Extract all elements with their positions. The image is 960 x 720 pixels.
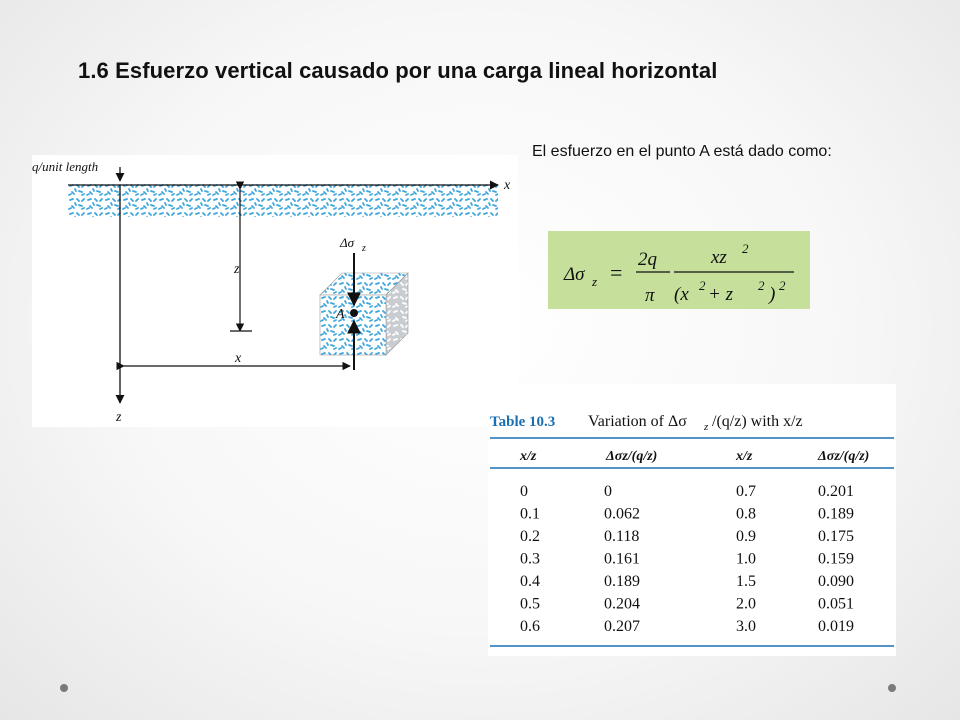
x-axis-label: x: [504, 178, 511, 193]
table-header-cell: x/z: [736, 449, 753, 464]
load-label: q/unit length: [32, 159, 99, 174]
table-caption-tail: /(q/z) with x/z: [712, 413, 803, 430]
formula-frac2-den-sup3: 2: [779, 278, 786, 293]
formula-frac2-den-open: (x: [674, 284, 689, 305]
nav-dot-right: [888, 684, 896, 692]
formula-frac2-den-sup2: 2: [758, 278, 765, 293]
table-cell: 0.019: [818, 618, 854, 635]
table-header-cell: Δσz/(q/z): [606, 449, 658, 464]
table-cell: 0.201: [818, 483, 854, 500]
z-dimension-label: z: [234, 262, 240, 277]
formula-frac1-den: π: [645, 285, 655, 306]
formula-frac2-den-mid: + z: [708, 284, 733, 305]
table-cell: 0.189: [818, 505, 854, 523]
table-cell: 0.189: [604, 573, 640, 590]
slide-title: 1.6 Esfuerzo vertical causado por una carga lineal horizontal: [78, 58, 718, 83]
formula-lhs-sub: z: [592, 274, 598, 289]
formula-equals: =: [610, 260, 623, 285]
formula-frac2-den-sup1: 2: [699, 278, 706, 293]
table-cell: 2.0: [736, 595, 756, 613]
x-dimension-label: x: [235, 351, 242, 366]
table-cell: 0.062: [604, 505, 640, 523]
soil-strip: [68, 183, 498, 217]
table-header-cell: Δσz/(q/z): [818, 449, 870, 464]
formula-lhs: Δσ: [564, 264, 585, 285]
table-cell: 0: [520, 483, 528, 500]
formula-frac2-num: xz: [711, 247, 727, 268]
table-cell: 0.090: [818, 573, 854, 590]
point-a-marker: [350, 309, 358, 317]
table-cell: 0.204: [604, 595, 640, 613]
table-cell: 0.3: [520, 550, 540, 568]
table-caption-number: Table 10.3: [490, 414, 556, 430]
line-load-figure: [32, 155, 518, 427]
table-cell: 1.5: [736, 573, 756, 590]
table-caption-text: Variation of Δσ: [588, 413, 687, 430]
table-cell: 0.161: [604, 550, 640, 568]
stress-label-sub: z: [362, 243, 366, 254]
table-cell: 0.2: [520, 528, 540, 545]
table-cell: 0.4: [520, 573, 540, 590]
table-cell: 0: [604, 483, 612, 500]
table-cell: 0.9: [736, 528, 756, 545]
table-cell: 1.0: [736, 550, 756, 568]
table-cell: 0.7: [736, 483, 756, 500]
table-header-cell: x/z: [520, 449, 537, 464]
stress-variation-table: [488, 384, 896, 656]
table-cell: 0.5: [520, 595, 540, 613]
table-cell: 0.1: [520, 505, 540, 523]
stress-table-graphic: [488, 384, 896, 656]
table-cell: 0.8: [736, 505, 756, 523]
point-a-label: A: [336, 307, 345, 322]
formula-box: [548, 231, 810, 309]
line-load-diagram: [32, 155, 518, 427]
table-cell: 0.159: [818, 550, 854, 568]
table-cell: 0.118: [604, 528, 640, 545]
formula-frac2-num-sup: 2: [742, 241, 749, 256]
formula-frac1-num: 2q: [638, 249, 657, 270]
formula-intro-text: El esfuerzo en el punto A está dado como:: [532, 143, 832, 160]
table-cell: 0.175: [818, 528, 854, 545]
table-cell: 0.051: [818, 595, 854, 613]
table-caption-sub: z: [704, 421, 709, 433]
nav-dot-left: [60, 684, 68, 692]
table-cell: 3.0: [736, 618, 756, 635]
table-cell: 0.207: [604, 618, 640, 635]
table-cell: 0.6: [520, 618, 540, 635]
stress-label: Δσ: [340, 235, 355, 250]
stress-formula: [548, 231, 810, 309]
z-axis-label: z: [116, 410, 122, 425]
formula-frac2-den-close: ): [769, 284, 776, 305]
